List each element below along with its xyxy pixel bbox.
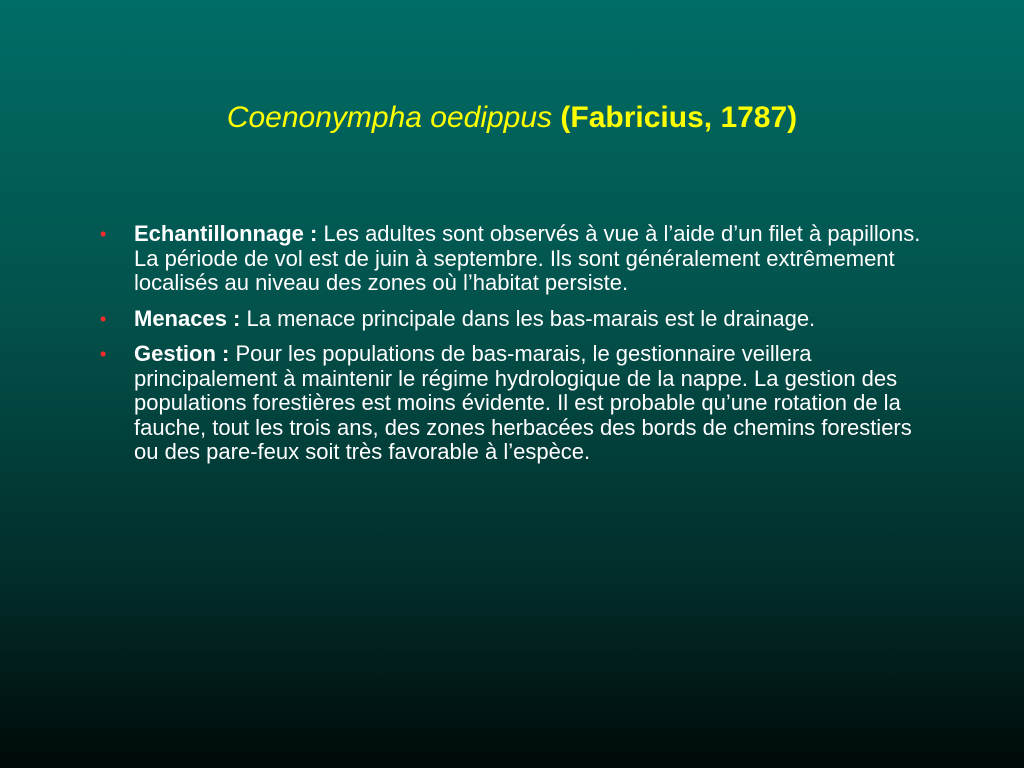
bullet-label: Echantillonnage : [134,221,318,246]
bullet-text: Les adultes sont observés à vue à l’aide d’un filet à papillons. La période de vol est de juin à septembre. Ils sont généralement extrêmement localisés au niveau des zones où l’habitat persiste. [134,221,921,295]
bullet-icon: • [100,308,107,329]
species-author: (Fabricius, 1787) [560,101,798,134]
bullet-label: Menaces : [134,305,241,331]
slide-title [0,98,1024,138]
bullet-item-echantillonnage [96,222,936,296]
bullet-icon: • [100,344,107,364]
bullet-item-gestion [96,342,936,465]
bullet-item-menaces [96,307,936,332]
bullet-label: Gestion : [134,341,230,366]
species-name: Coenonympha oedippus [226,101,553,134]
bullet-list [96,222,936,476]
bullet-icon: • [100,224,107,244]
bullet-text: La menace principale dans les bas-marais est le drainage. [246,305,816,331]
bullet-text: Pour les populations de bas-marais, le gestionnaire veillera principalement à maintenir le régime hydrologique de la nappe. La gestion des populations forestières est moins évidente. Il est probable qu’une rotation de la fauche, tout les trois ans, des zones herbacées des bords de chemins forestiers ou des pare-feux soit très favorable à l’espèce. [134,341,912,464]
